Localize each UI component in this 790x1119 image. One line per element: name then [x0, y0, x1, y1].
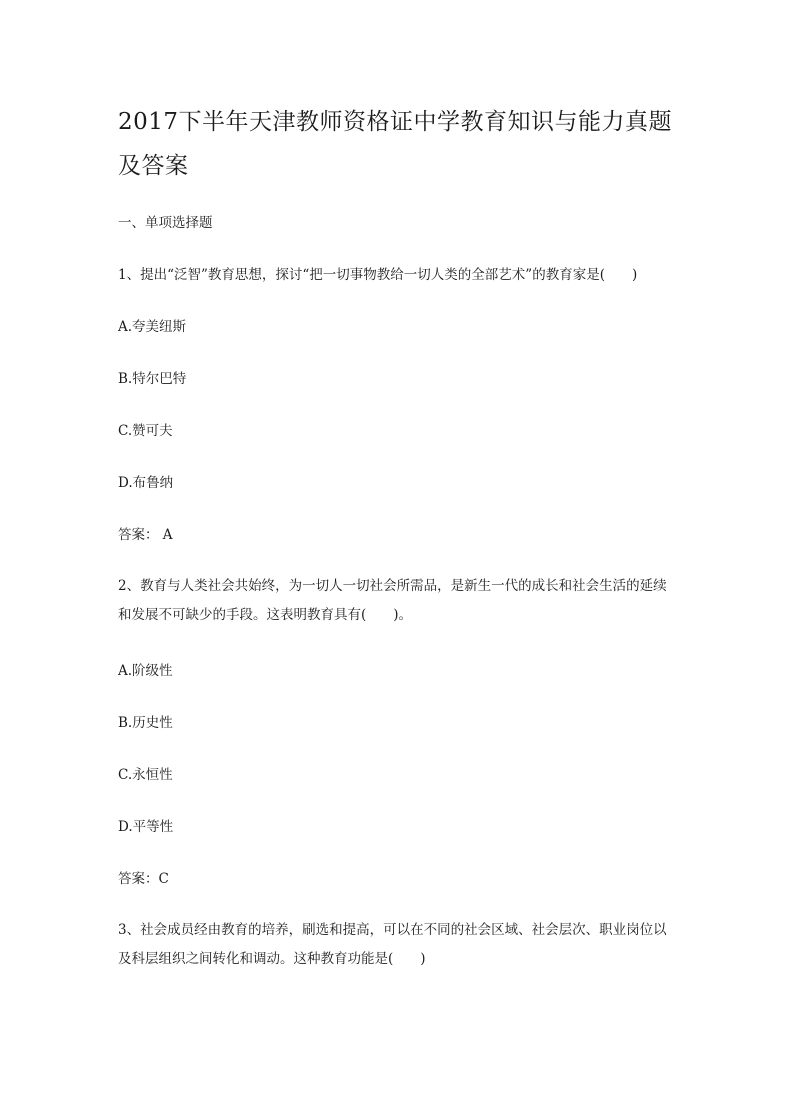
question-1-text: 1、提出“泛智”教育思想，探讨“把一切事物教给一切人类的全部艺术”的教育家是( ) — [118, 267, 638, 283]
question-2-option-b: B.历史性 — [118, 715, 173, 731]
question-1-option-b: B.特尔巴特 — [118, 371, 187, 387]
question-2-option-a: A.阶级性 — [118, 663, 173, 679]
question-3-text: 3、社会成员经由教育的培养，刷选和提高，可以在不同的社会区域、社会层次、职业岗位以及科层组织之间转化和调动。这种教育功能是( ) — [118, 922, 667, 967]
question-2-option-c: C.永恒性 — [118, 767, 173, 783]
question-1-option-a: A.夸美纽斯 — [118, 319, 187, 335]
question-2-option-d: D.平等性 — [118, 819, 174, 835]
section-heading: 一、单项选择题 — [118, 215, 213, 231]
question-2-text: 2、教育与人类社会共始终，为一切人一切社会所需品，是新生一代的成长和社会生活的延续和发展不可缺少的手段。这表明教育具有( )。 — [118, 578, 667, 623]
question-2-answer: 答案：C — [118, 871, 169, 887]
document-title: 2017下半年天津教师资格证中学教育知识与能力真题及答案 — [118, 109, 673, 179]
question-1-option-d: D.布鲁纳 — [118, 475, 174, 491]
question-1-option-c: C.赞可夫 — [118, 423, 173, 439]
question-1-answer: 答案： A — [118, 527, 173, 543]
